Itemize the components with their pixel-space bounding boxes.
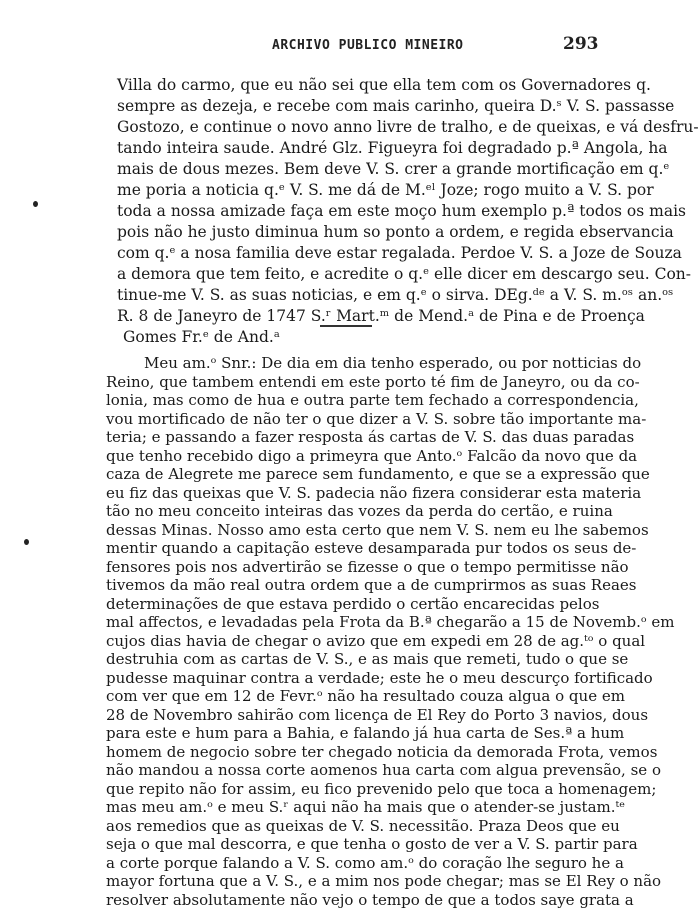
text-line: caza de Alegrete me parece sem fundamento, e que se a expressão que [106, 465, 650, 483]
text-line: pois não he justo diminua hum so ponto a ordem, e regida ebservancia [117, 223, 674, 241]
text-line: resolver absolutamente não vejo o tempo de que a todos saye grata a [106, 890, 634, 909]
header-title: ARCHIVO PUBLICO MINEIRO [272, 38, 464, 53]
text-line: toda a nossa amizade faça em este moço hum exemplo p.ª todos os mais [117, 202, 686, 220]
text-line: mentir quando a capitação esteve desamparada pur todos os seus de- [106, 539, 637, 557]
text-line: tão no meu conceito inteiras das vozes da perda do certão, e ruina [106, 502, 613, 520]
running-header [0, 34, 620, 58]
text-line: a corte porque falando a V. S. como am.ᵒ do coração lhe seguro he a [106, 853, 624, 872]
text-line: vou mortificado de não ter o que dizer a V. S. sobre tão importante ma- [106, 409, 647, 428]
text-line: tinue-me V. S. as suas noticias, e em q.ᵉ o sirva. DEg.ᵈᵉ a V. S. m.ᵒˢ an.ᵒˢ [117, 286, 674, 304]
text-line: Meu am.ᵒ Snr.: De dia em dia tenho esperado, ou por notticias do [144, 354, 642, 372]
text-line: que repito não for assim, eu fico prevenido pelo que toca a homenagem; [106, 779, 657, 798]
text-line: teria; e passando a fazer resposta ás cartas de V. S. das duas paradas [106, 428, 635, 446]
text-line: R. 8 de Janeyro de 1747 S.ʳ Mart.ᵐ de Mend.ᵃ de Pina e de Proença [117, 307, 645, 325]
text-line: me poria a noticia q.ᵉ V. S. me dá de M.ᵉˡ Joze; rogo muito a V. S. por [117, 181, 654, 199]
text-line: tivemos da mão real outra ordem que a de cumprirmos as suas Reaes [106, 576, 637, 594]
text-line: Gomes Fr.ᵉ de And.ᵃ [123, 328, 280, 346]
text-line: mayor fortuna que a V. S., e a mim nos pode chegar; mas se El Rey o não [106, 872, 662, 890]
text-line: destruhia com as cartas de V. S., e as mais que remeti, tudo o que se [106, 650, 629, 668]
margin-mark [33, 201, 38, 207]
text-line: mais de dous mezes. Bem deve V. S. crer a grande mortificação em q.ᵉ [117, 160, 670, 178]
margin-mark [24, 539, 29, 545]
text-line: lonia, mas como de hua e outra parte tem fechado a correspondencia, [106, 391, 639, 409]
text-line: seja o que mal descorra, e que tenha o gosto de ver a V. S. partir para [106, 835, 638, 853]
text-line: Villa do carmo, que eu não sei que ella tem com os Governadores q. [117, 76, 651, 94]
text-line: com ver que em 12 de Fevr.ᵒ não ha resultado couza algua o que em [106, 687, 625, 705]
text-line: sempre as dezeja, e recebe com mais carinho, queira D.ˢ V. S. passasse [117, 97, 675, 115]
text-line: mal affectos, e levadadas pela Frota da B.ª chegarão a 15 de Novemb.ᵒ em [106, 613, 675, 631]
text-line: pudesse maquinar contra a verdade; este he o meu descurço fortificado [106, 668, 653, 687]
text-line: determinações de que estava perdido o certão encarecidas pelos [106, 594, 600, 613]
page-number: 293 [563, 34, 599, 54]
text-line: fensores pois nos advertirão se fizesse o que o tempo permitisse não [106, 557, 629, 576]
text-line: que tenho recebido digo a primeyra que Anto.ᵒ Falcão da novo que da [106, 446, 638, 465]
text-line: 28 de Novembro sahirão com licença de El Rey do Porto 3 navios, dous [106, 705, 649, 724]
text-line: não mandou a nossa corte aomenos hua carta com algua prevensão, se o [106, 761, 661, 779]
text-line: mas meu am.ᵒ e meu S.ʳ aqui não ha mais que o atender-se justam.ᵗᵉ [106, 798, 626, 816]
text-line: para este e hum para a Bahia, e falando já hua carta de Ses.ª a hum [106, 724, 625, 742]
text-line: dessas Minas. Nosso amo esta certo que nem V. S. nem eu lhe sabemos [106, 520, 649, 539]
text-line: a demora que tem feito, e acredite o q.ᵉ elle dicer em descargo seu. Con- [117, 265, 692, 283]
text-line: Gostozo, e continue o novo anno livre de tralho, e de queixas, e vá desfru- [117, 118, 699, 136]
text-line: homem de negocio sobre ter chegado noticia da demorada Frota, vemos [106, 742, 658, 761]
text-line: aos remedios que as queixas de V. S. necessitão. Praza Deos que eu [106, 816, 620, 835]
text-line: Reino, que tambem entendi em este porto té fim de Janeyro, ou da co- [106, 372, 640, 391]
section-separator [320, 325, 372, 327]
text-line: eu fiz das queixas que V. S. padecia não fizera considerar esta materia [106, 483, 642, 502]
text-line: tando inteira saude. André Glz. Figueyra foi degradado p.ª Angola, ha [117, 139, 668, 157]
text-line: cujos dias havia de chegar o avizo que em expedi em 28 de ag.ᵗᵒ o qual [106, 631, 646, 650]
text-line: com q.ᵉ a nosa familia deve estar regalada. Perdoe V. S. a Joze de Souza [117, 244, 682, 262]
